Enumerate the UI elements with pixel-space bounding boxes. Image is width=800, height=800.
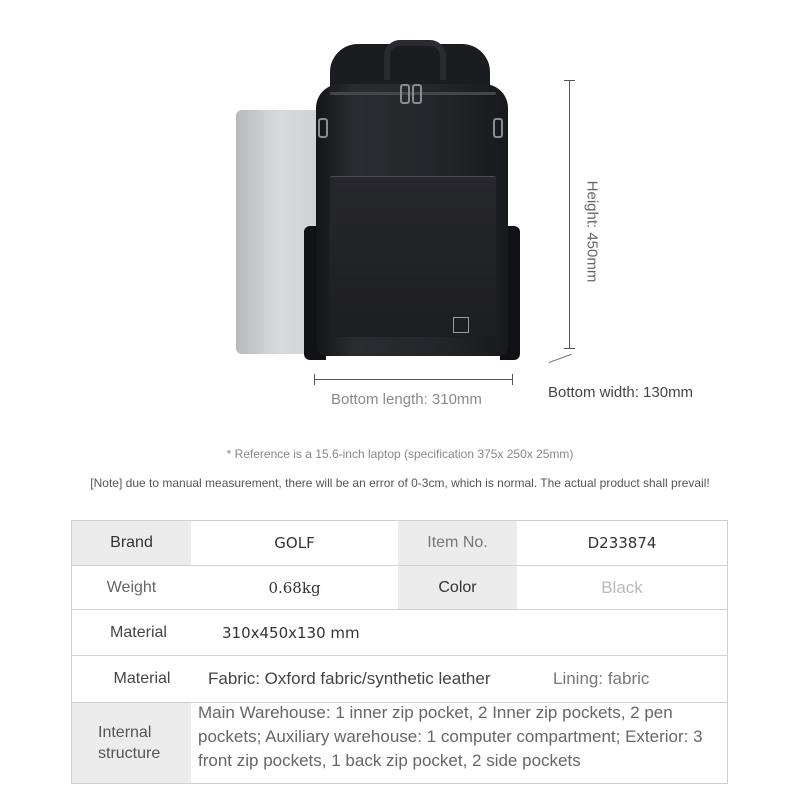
height-dimension-line [569, 80, 570, 348]
brand-logo-icon [453, 317, 469, 333]
width-dimension-line [549, 354, 572, 363]
material2-label: Material [72, 656, 212, 701]
internal-structure-value: Main Warehouse: 1 inner zip pocket, 2 Inner zip pockets, 2 pen pockets; Auxiliary warehouse: 1 computer compartment; Exterior: 3 front zip pockets, 1 back zip pocket, 2 side pockets [198, 703, 703, 770]
color-label: Color [398, 566, 517, 609]
zipper-puller-icon [493, 118, 503, 138]
item-no-value: D233874 [517, 521, 727, 565]
brand-label: Brand [72, 521, 191, 565]
internal-structure-label [72, 703, 191, 783]
brand-value: GOLF [191, 521, 398, 565]
length-dimension-cap-left [314, 374, 315, 385]
height-dimension-cap-top [564, 80, 575, 81]
length-dimension-cap-right [512, 374, 513, 385]
zipper-puller-icon [318, 118, 328, 138]
bottom-width-label: Bottom width: 130mm [548, 384, 694, 401]
color-value: Black [517, 566, 727, 609]
internal-structure-label-line2: structure [98, 745, 161, 762]
reference-note: * Reference is a 15.6-inch laptop (specification 375x 250x 25mm) [226, 447, 574, 461]
backpack-front-pocket [330, 176, 496, 337]
backpack-handle [384, 40, 446, 80]
zipper-puller-icon [400, 84, 410, 104]
item-no-label: Item No. [398, 521, 517, 565]
height-label: Height: 450mm [583, 180, 601, 283]
height-dimension-cap-bottom [564, 348, 575, 349]
length-dimension-line [314, 379, 513, 380]
bottom-length-label: Bottom length: 310mm [331, 391, 482, 408]
measurement-note: [Note] due to manual measurement, there will be an error of 0-3cm, which is normal. The actual product shall prevail! [90, 476, 710, 490]
weight-label: Weight [72, 566, 191, 609]
internal-structure-label-line1: Internal [98, 724, 152, 741]
zipper-puller-icon [412, 84, 422, 104]
size-value: 310x450x130 mm [222, 610, 442, 655]
spec-table [71, 520, 728, 784]
fabric-value: Fabric: Oxford fabric/synthetic leather [208, 656, 528, 701]
weight-value: 0.68kg [191, 566, 398, 609]
material-label: Material [72, 610, 205, 655]
lining-value: Lining: fabric [553, 656, 713, 701]
